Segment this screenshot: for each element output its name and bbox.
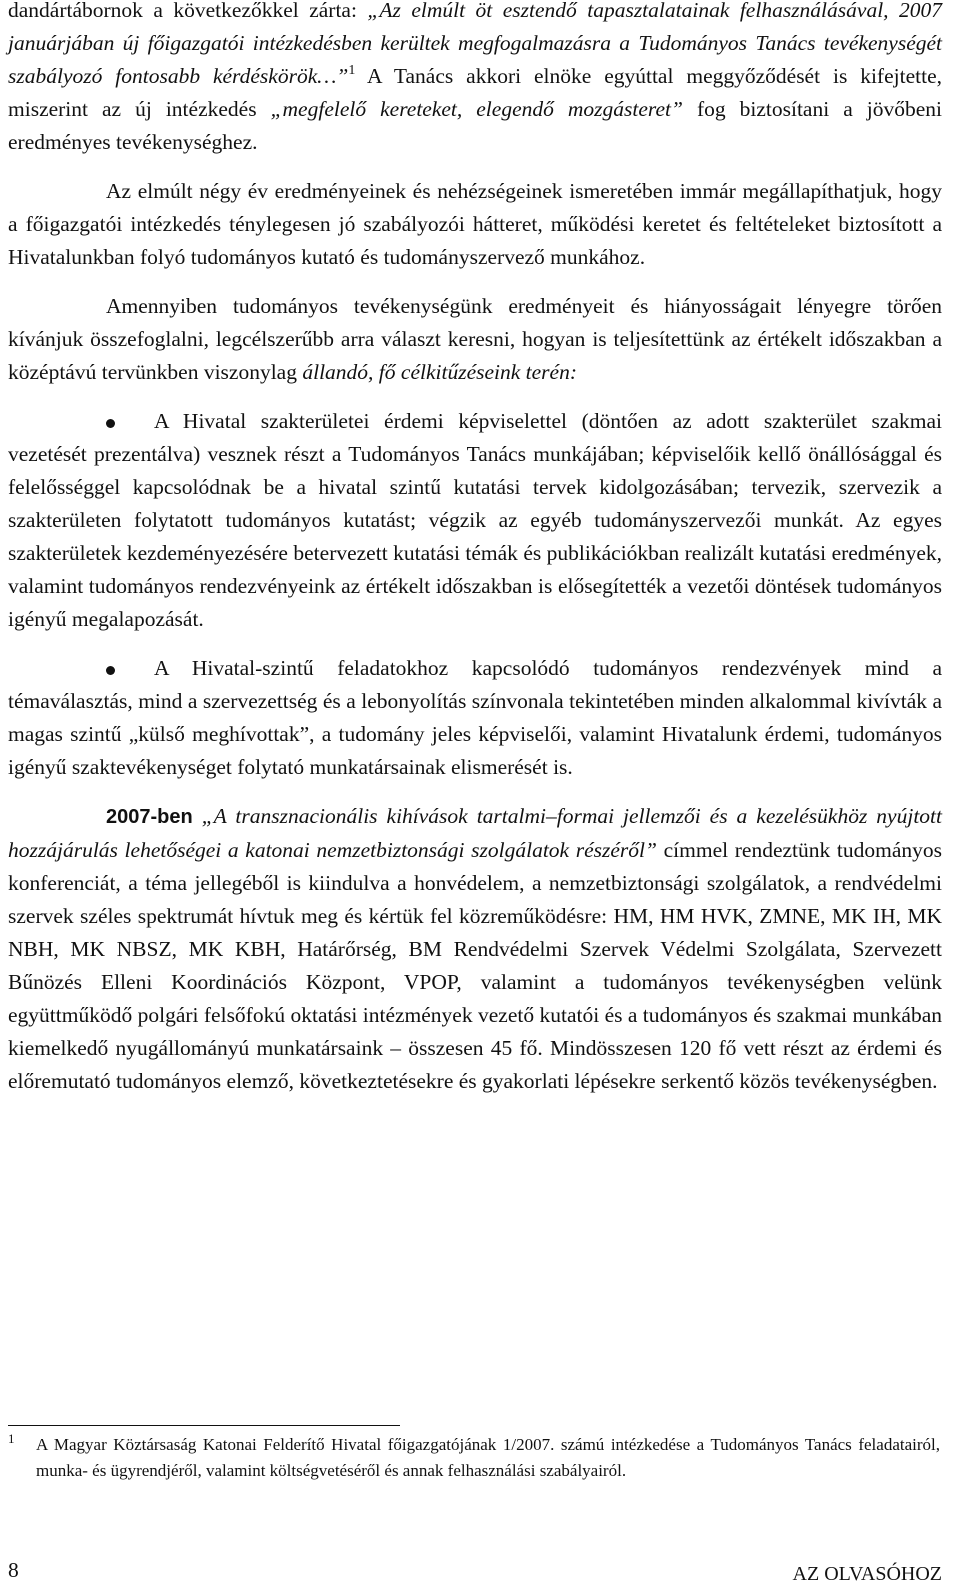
bullet-dot-icon: [106, 419, 115, 428]
document-page: [8, 0, 942, 1098]
conference-text: címmel rendeztünk tudományos konferenciát, a téma jellegéből is kiindulva a honvédelem, a nemzetbiztonsági szolgálatok, a rendvédelmi szervek széles spektrumát hívtuk meg és kértük fel közreműködésre: HM, HM HVK, ZMNE, MK IH, MK NBH, MK NBSZ, MK KBH, Határőrség, BM Rendvédelmi Szervek Védelmi Szolgálata, Szervezett Bűnözés Elleni Koordinációs Központ, VPOP, valamint a tudományos tevékenységben velünk együttműködő polgári felsőfokú oktatási intézmények vezető kutatói és a tudományos és szakmai munkában kiemelkedő nyugállományú munkatársaink – összesen 45 fő. Mindösszesen 120 fő vett részt az érdemi és előremutató tudományos elemző, következtetésekre és gyakorlati lépésekre serkentő közös tevékenységben.: [8, 838, 942, 1093]
bullet-2-text: A Hivatal-szintű feladatokhoz kapcsolódó tudományos rendezvények mind a témaválasztás, mind a szervezettség és a lebonyolítás színvonala tekintetében minden alkalommal kivívták a magas szintű „külső meghívottak”, a tudomány jeles képviselői, valamint Hivatalunk érdemi, tudományos igényű szaktevékenységet folytató munkatársainak elismerését is.: [8, 656, 942, 779]
footnote: [8, 1432, 940, 1484]
intro-quote-2: „megfelelő kereteket, elegendő mozgásteret”: [270, 97, 683, 121]
footnote-text: A Magyar Köztársaság Katonai Felderítő Hivatal főigazgatójának 1/2007. számú intézkedése a Tudományos Tanács feladatairól, munka- és ügyrendjéről, valamint költségvetéséről és annak felhasználási szabályairól.: [36, 1435, 940, 1480]
paragraph-results: Az elmúlt négy év eredményeinek és nehézségeinek ismeretében immár megállapíthatjuk, hogy a főigazgatói intézkedés ténylegesen jó szabályozói hátteret, működési keretet és feltételeket biztosított a Hivatalunkban folyó tudományos kutató és tudományszervező munkához.: [8, 179, 942, 269]
bullet-item-1: [8, 405, 942, 636]
bullet-1-text: A Hivatal szakterületei érdemi képviselettel (döntően az adott szakterület szakmai vezetését prezentálva) vesznek részt a Tudományos Tanács munkájában; képviselőik kellő önállósággal és felelősséggel kapcsolódnak be a hivatal szintű kutatási tervek kidolgozásában; tervezik, szervezik a szakterületen folytatott tudományos kutatást; végzik az egyéb tudományszervezői munkát. Az egyes szakterületek kezdeményezésére betervezett kutatási témák és publikációkban realizált kutatási eredmények, valamint tudományos rendezvényeink az értékelt időszakban is elősegítették a vezetői döntések tudományos igényű megalapozását.: [8, 409, 942, 631]
conference-year: 2007-ben: [106, 806, 193, 828]
intro-quote: „Az elmúlt öt esztendő tapasztalatainak felhasználásával, 2007 januárjában új főigazgatói intézkedésben kerültek megfogalmazásra a Tudományos Tanács tevékenységét szabályozó fontosabb kérdéskörök…”: [8, 0, 942, 88]
page-number: 8: [8, 1558, 19, 1582]
footnote-divider: [8, 1425, 400, 1426]
bullet-dot-icon: [106, 666, 115, 675]
paragraph-conference: [8, 800, 942, 1098]
footnote-reference: 1: [348, 63, 356, 78]
summary-text: Amennyiben tudományos tevékenységünk eredményeit és hiányosságait lényegre törően kívánjuk összefoglalni, legcélszerűbb arra választ keresni, hogyan is teljesítettünk az értékelt időszakban a középtávú tervünkben viszonylag: [8, 294, 942, 384]
intro-text-c: fog biztosítani a jövőbeni eredményes tevékenységhez.: [8, 97, 942, 154]
intro-text-a: dandártábornok a következőkkel zárta:: [8, 0, 368, 22]
running-footer: AZ OLVASÓHOZ: [792, 1563, 942, 1585]
intro-text-b: A Tanács akkori elnöke egyúttal meggyőződését is kifejtette, miszerint az új intézkedés: [8, 64, 942, 121]
summary-italic: állandó, fő célkitűzéseink terén:: [302, 360, 577, 384]
paragraph-intro: [8, 0, 942, 159]
paragraph-summary: [8, 290, 942, 389]
conference-title: „A transznacionális kihívások tartalmi–formai jellemzői és a kezelésükhöz nyújtott hozzájárulás lehetőségei a katonai nemzetbiztonsági szolgálatok részéről”: [8, 804, 942, 862]
footnote-number: 1: [8, 1431, 15, 1446]
bullet-item-2: [8, 652, 942, 784]
